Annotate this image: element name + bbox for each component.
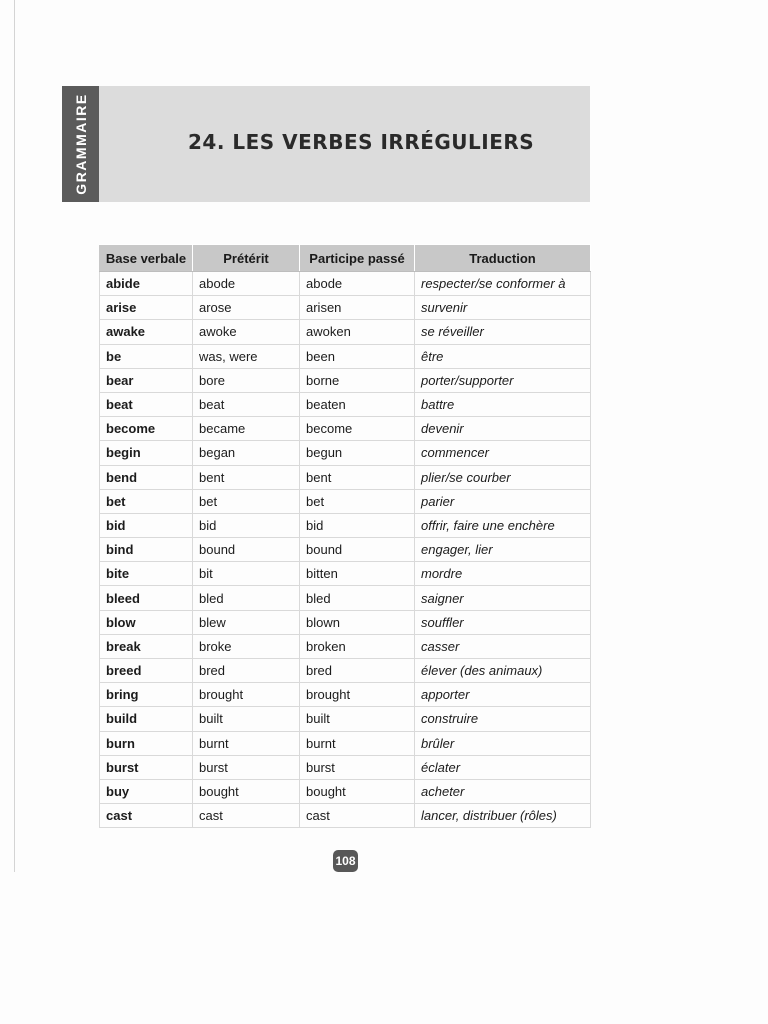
cell-traduction: battre	[415, 392, 591, 416]
cell-preterit: blew	[193, 610, 300, 634]
cell-base-verbale: buy	[100, 779, 193, 803]
cell-preterit: bet	[193, 489, 300, 513]
table-row	[100, 586, 591, 610]
cell-base-verbale: bleed	[100, 586, 193, 610]
cell-participe-passe: bitten	[300, 562, 415, 586]
cell-base-verbale: bring	[100, 683, 193, 707]
table-body	[100, 272, 591, 828]
table-row	[100, 683, 591, 707]
cell-participe-passe: become	[300, 417, 415, 441]
table-row	[100, 779, 591, 803]
table-row	[100, 562, 591, 586]
cell-traduction: commencer	[415, 441, 591, 465]
cell-preterit: bore	[193, 368, 300, 392]
table-row	[100, 320, 591, 344]
cell-participe-passe: begun	[300, 441, 415, 465]
table-row	[100, 610, 591, 634]
page-number: 108	[333, 850, 358, 872]
cell-traduction: mordre	[415, 562, 591, 586]
cell-participe-passe: broken	[300, 634, 415, 658]
cell-preterit: began	[193, 441, 300, 465]
cell-preterit: burnt	[193, 731, 300, 755]
cell-participe-passe: brought	[300, 683, 415, 707]
cell-preterit: bound	[193, 538, 300, 562]
cell-participe-passe: bought	[300, 779, 415, 803]
cell-preterit: abode	[193, 272, 300, 296]
cell-traduction: plier/se courber	[415, 465, 591, 489]
table-row	[100, 417, 591, 441]
cell-traduction: offrir, faire une enchère	[415, 513, 591, 537]
header-participe-passe: Participe passé	[300, 245, 415, 272]
cell-preterit: bent	[193, 465, 300, 489]
table-row	[100, 489, 591, 513]
cell-traduction: porter/supporter	[415, 368, 591, 392]
table-row	[100, 634, 591, 658]
cell-base-verbale: bind	[100, 538, 193, 562]
cell-preterit: bid	[193, 513, 300, 537]
cell-preterit: burst	[193, 755, 300, 779]
table-row	[100, 538, 591, 562]
cell-base-verbale: awake	[100, 320, 193, 344]
cell-preterit: bought	[193, 779, 300, 803]
cell-traduction: lancer, distribuer (rôles)	[415, 804, 591, 828]
cell-preterit: bred	[193, 659, 300, 683]
cell-participe-passe: arisen	[300, 296, 415, 320]
cell-traduction: construire	[415, 707, 591, 731]
irregular-verbs-table	[99, 244, 591, 828]
cell-base-verbale: bet	[100, 489, 193, 513]
cell-traduction: respecter/se conformer à	[415, 272, 591, 296]
cell-participe-passe: bid	[300, 513, 415, 537]
section-tab	[62, 86, 99, 202]
cell-participe-passe: bent	[300, 465, 415, 489]
cell-base-verbale: break	[100, 634, 193, 658]
cell-participe-passe: bred	[300, 659, 415, 683]
table-row	[100, 441, 591, 465]
table-row	[100, 513, 591, 537]
cell-participe-passe: built	[300, 707, 415, 731]
cell-participe-passe: bound	[300, 538, 415, 562]
table-row	[100, 659, 591, 683]
cell-preterit: beat	[193, 392, 300, 416]
cell-traduction: se réveiller	[415, 320, 591, 344]
cell-base-verbale: burst	[100, 755, 193, 779]
cell-traduction: parier	[415, 489, 591, 513]
cell-base-verbale: burn	[100, 731, 193, 755]
cell-base-verbale: become	[100, 417, 193, 441]
table-row	[100, 731, 591, 755]
cell-participe-passe: burst	[300, 755, 415, 779]
cell-base-verbale: beat	[100, 392, 193, 416]
cell-traduction: brûler	[415, 731, 591, 755]
cell-traduction: souffler	[415, 610, 591, 634]
cell-traduction: éclater	[415, 755, 591, 779]
cell-traduction: engager, lier	[415, 538, 591, 562]
cell-traduction: élever (des animaux)	[415, 659, 591, 683]
cell-base-verbale: arise	[100, 296, 193, 320]
cell-base-verbale: blow	[100, 610, 193, 634]
table-row	[100, 344, 591, 368]
cell-participe-passe: blown	[300, 610, 415, 634]
cell-preterit: bit	[193, 562, 300, 586]
table-row	[100, 368, 591, 392]
cell-traduction: devenir	[415, 417, 591, 441]
page-title: 24. LES VERBES IRRÉGULIERS	[188, 130, 535, 154]
cell-participe-passe: beaten	[300, 392, 415, 416]
header-preterit: Prétérit	[193, 245, 300, 272]
cell-preterit: brought	[193, 683, 300, 707]
table-row	[100, 465, 591, 489]
cell-base-verbale: breed	[100, 659, 193, 683]
cell-preterit: cast	[193, 804, 300, 828]
section-tab-label: GRAMMAIRE	[72, 93, 89, 195]
cell-base-verbale: build	[100, 707, 193, 731]
cell-preterit: became	[193, 417, 300, 441]
table-header-row	[100, 245, 591, 272]
cell-traduction: apporter	[415, 683, 591, 707]
table-row	[100, 804, 591, 828]
header-traduction: Traduction	[415, 245, 591, 272]
cell-preterit: built	[193, 707, 300, 731]
cell-base-verbale: bite	[100, 562, 193, 586]
cell-participe-passe: bled	[300, 586, 415, 610]
table-row	[100, 707, 591, 731]
cell-preterit: broke	[193, 634, 300, 658]
table-row	[100, 392, 591, 416]
header-base-verbale: Base verbale	[100, 245, 193, 272]
cell-preterit: arose	[193, 296, 300, 320]
cell-base-verbale: begin	[100, 441, 193, 465]
cell-participe-passe: awoken	[300, 320, 415, 344]
cell-participe-passe: burnt	[300, 731, 415, 755]
cell-base-verbale: abide	[100, 272, 193, 296]
cell-base-verbale: bear	[100, 368, 193, 392]
cell-preterit: awoke	[193, 320, 300, 344]
cell-traduction: casser	[415, 634, 591, 658]
cell-base-verbale: be	[100, 344, 193, 368]
cell-preterit: was, were	[193, 344, 300, 368]
table-row	[100, 272, 591, 296]
cell-base-verbale: cast	[100, 804, 193, 828]
cell-preterit: bled	[193, 586, 300, 610]
cell-base-verbale: bend	[100, 465, 193, 489]
cell-base-verbale: bid	[100, 513, 193, 537]
cell-participe-passe: borne	[300, 368, 415, 392]
title-band	[99, 86, 590, 202]
table-row	[100, 755, 591, 779]
cell-participe-passe: abode	[300, 272, 415, 296]
page-edge-line	[14, 0, 15, 872]
cell-participe-passe: bet	[300, 489, 415, 513]
cell-traduction: survenir	[415, 296, 591, 320]
cell-participe-passe: been	[300, 344, 415, 368]
cell-participe-passe: cast	[300, 804, 415, 828]
cell-traduction: saigner	[415, 586, 591, 610]
cell-traduction: être	[415, 344, 591, 368]
cell-traduction: acheter	[415, 779, 591, 803]
table-row	[100, 296, 591, 320]
